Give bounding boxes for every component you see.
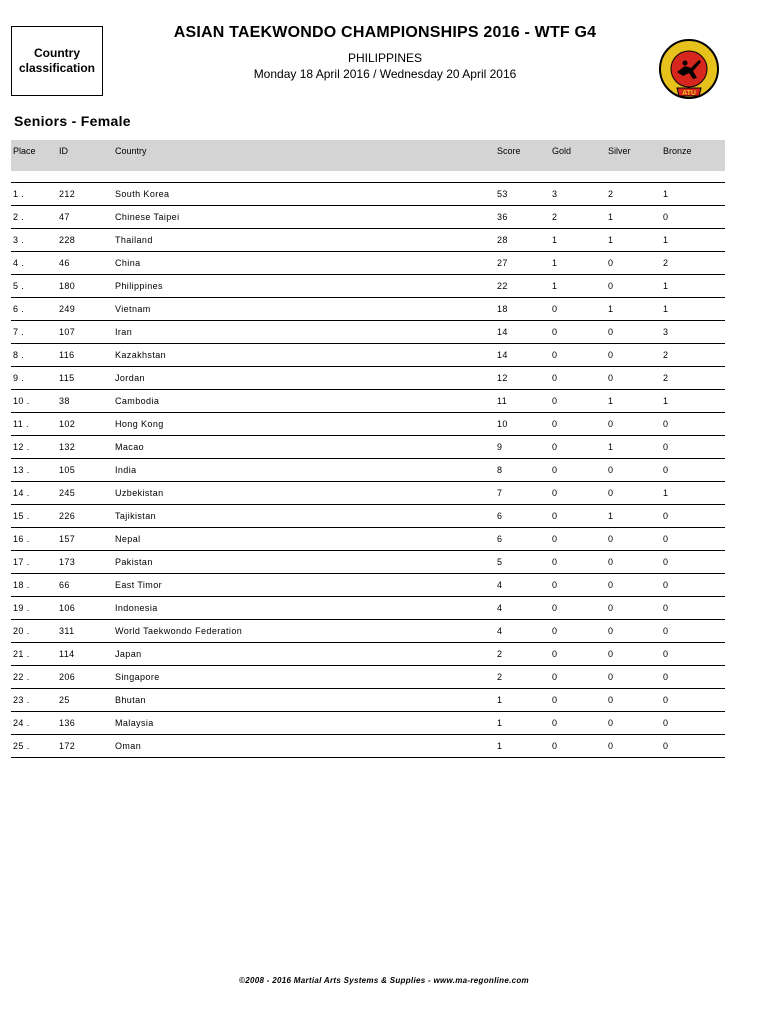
column-header-gold: Gold [552,146,572,156]
place-cell: 10 . [13,396,30,406]
country-cell: China [115,258,141,268]
id-cell: 47 [59,212,70,222]
table-row [11,413,725,436]
id-cell: 132 [59,442,76,452]
country-cell: Oman [115,741,142,751]
silver-cell: 0 [608,580,614,590]
column-header-country: Country [115,146,147,156]
silver-cell: 1 [608,511,614,521]
bronze-cell: 0 [663,511,669,521]
score-cell: 4 [497,626,503,636]
table-body [11,183,725,758]
host-country: PHILIPPINES [347,51,423,65]
score-cell: 8 [497,465,503,475]
score-cell: 9 [497,442,503,452]
table-row [11,482,725,505]
table-row [11,275,725,298]
table-row [11,229,725,252]
bronze-cell: 0 [663,580,669,590]
gold-cell: 0 [552,465,558,475]
gold-cell: 0 [552,350,558,360]
id-cell: 106 [59,603,76,613]
id-cell: 114 [59,649,75,659]
gold-cell: 0 [552,718,558,728]
logo-abbr: ATU [682,90,696,97]
silver-cell: 0 [608,695,614,705]
gold-cell: 0 [552,580,558,590]
gold-cell: 3 [552,189,558,199]
country-cell: Hong Kong [115,419,164,429]
table-row [11,620,725,643]
bronze-cell: 0 [663,465,669,475]
silver-cell: 0 [608,419,614,429]
id-cell: 173 [59,557,76,567]
silver-cell: 0 [608,672,614,682]
table-row [11,735,725,758]
gold-cell: 0 [552,603,558,613]
score-cell: 5 [497,557,503,567]
id-cell: 38 [59,396,70,406]
silver-cell: 1 [608,304,614,314]
event-dates: Monday 18 April 2016 / Wednesday 20 April 2016 [253,67,517,81]
place-cell: 14 . [13,488,30,498]
silver-cell: 1 [608,442,614,452]
gold-cell: 1 [552,235,558,245]
silver-cell: 2 [608,189,614,199]
table-row [11,206,725,229]
bronze-cell: 0 [663,672,669,682]
score-cell: 1 [497,741,503,751]
gold-cell: 0 [552,396,558,406]
place-cell: 1 . [13,189,25,199]
id-cell: 107 [59,327,76,337]
gold-cell: 2 [552,212,558,222]
score-cell: 28 [497,235,508,245]
country-cell: Bhutan [115,695,146,705]
country-cell: Tajikistan [115,511,157,521]
gold-cell: 0 [552,741,558,751]
place-cell: 21 . [13,649,30,659]
column-header-place: Place [13,146,36,156]
gold-cell: 1 [552,258,558,268]
place-cell: 2 . [13,212,25,222]
place-cell: 4 . [13,258,25,268]
score-cell: 4 [497,603,503,613]
place-cell: 25 . [13,741,30,751]
place-cell: 23 . [13,695,30,705]
table-row [11,551,725,574]
silver-cell: 1 [608,396,614,406]
country-cell: Japan [115,649,142,659]
silver-cell: 0 [608,258,614,268]
table-row [11,712,725,735]
bronze-cell: 1 [663,235,669,245]
place-cell: 15 . [13,511,30,521]
bronze-cell: 0 [663,419,669,429]
bronze-cell: 2 [663,258,669,268]
column-header-bronze: Bronze [663,146,692,156]
place-cell: 19 . [13,603,30,613]
score-cell: 22 [497,281,508,291]
bronze-cell: 0 [663,649,669,659]
bronze-cell: 0 [663,741,669,751]
score-cell: 2 [497,672,503,682]
country-cell: Malaysia [115,718,154,728]
place-cell: 8 . [13,350,25,360]
place-cell: 6 . [13,304,25,314]
table-row [11,367,725,390]
country-cell: Iran [115,327,133,337]
country-cell: Jordan [115,373,145,383]
table-row [11,436,725,459]
score-cell: 14 [497,350,508,360]
table-row [11,252,725,275]
place-cell: 22 . [13,672,30,682]
id-cell: 116 [59,350,75,360]
score-cell: 27 [497,258,508,268]
score-cell: 1 [497,695,503,705]
bronze-cell: 0 [663,212,669,222]
country-cell: Indonesia [115,603,158,613]
id-cell: 102 [59,419,76,429]
table-row [11,574,725,597]
classification-label: Country classification [18,46,96,75]
gold-cell: 0 [552,557,558,567]
silver-cell: 0 [608,649,614,659]
country-cell: East Timor [115,580,163,590]
bronze-cell: 0 [663,718,669,728]
bronze-cell: 1 [663,281,669,291]
score-cell: 14 [497,327,508,337]
silver-cell: 0 [608,557,614,567]
place-cell: 24 . [13,718,30,728]
place-cell: 16 . [13,534,30,544]
score-cell: 12 [497,373,508,383]
score-cell: 6 [497,534,503,544]
country-cell: Vietnam [115,304,151,314]
silver-cell: 0 [608,603,614,613]
id-cell: 226 [59,511,76,521]
table-row [11,298,725,321]
place-cell: 9 . [13,373,25,383]
id-cell: 172 [59,741,76,751]
table-row [11,505,725,528]
table-row [11,597,725,620]
place-cell: 13 . [13,465,30,475]
bronze-cell: 3 [663,327,669,337]
score-cell: 18 [497,304,508,314]
table-row [11,344,725,367]
gold-cell: 0 [552,626,558,636]
bronze-cell: 2 [663,350,669,360]
bronze-cell: 2 [663,373,669,383]
classification-box [11,26,103,96]
bronze-cell: 0 [663,534,669,544]
table-row [11,321,725,344]
place-cell: 17 . [13,557,30,567]
country-cell: Philippines [115,281,163,291]
place-cell: 11 . [13,419,29,429]
table-row [11,666,725,689]
id-cell: 311 [59,626,75,636]
country-cell: South Korea [115,189,170,199]
silver-cell: 0 [608,534,614,544]
table-header [11,140,725,171]
bronze-cell: 1 [663,304,669,314]
table-row [11,390,725,413]
table-row [11,643,725,666]
page-title: ASIAN TAEKWONDO CHAMPIONSHIPS 2016 - WTF G4 [173,24,597,41]
country-cell: Thailand [115,235,153,245]
id-cell: 206 [59,672,76,682]
gold-cell: 0 [552,304,558,314]
gold-cell: 1 [552,281,558,291]
bronze-cell: 1 [663,189,669,199]
id-cell: 157 [59,534,76,544]
asian-taekwondo-union-logo-icon [655,38,723,100]
country-cell: Pakistan [115,557,153,567]
table-row [11,528,725,551]
score-cell: 36 [497,212,508,222]
id-cell: 245 [59,488,76,498]
score-cell: 11 [497,396,508,406]
id-cell: 66 [59,580,70,590]
score-cell: 7 [497,488,503,498]
gold-cell: 0 [552,534,558,544]
country-cell: Kazakhstan [115,350,167,360]
id-cell: 105 [59,465,76,475]
gold-cell: 0 [552,442,558,452]
column-header-score: Score [497,146,521,156]
country-cell: Uzbekistan [115,488,164,498]
id-cell: 212 [59,189,76,199]
gold-cell: 0 [552,649,558,659]
gold-cell: 0 [552,419,558,429]
silver-cell: 0 [608,488,614,498]
country-cell: Nepal [115,534,141,544]
score-cell: 2 [497,649,503,659]
silver-cell: 0 [608,465,614,475]
bronze-cell: 1 [663,488,669,498]
score-cell: 4 [497,580,503,590]
silver-cell: 0 [608,350,614,360]
id-cell: 115 [59,373,75,383]
place-cell: 5 . [13,281,25,291]
bronze-cell: 0 [663,626,669,636]
id-cell: 136 [59,718,76,728]
silver-cell: 1 [608,212,614,222]
footer-copyright: ©2008 - 2016 Martial Arts Systems & Supplies - www.ma-regonline.com [239,976,529,985]
silver-cell: 0 [608,626,614,636]
bronze-cell: 0 [663,603,669,613]
bronze-cell: 0 [663,442,669,452]
gold-cell: 0 [552,327,558,337]
gold-cell: 0 [552,511,558,521]
country-cell: India [115,465,137,475]
id-cell: 228 [59,235,76,245]
id-cell: 249 [59,304,76,314]
section-title: Seniors - Female [14,113,131,129]
table-row [11,459,725,482]
bronze-cell: 1 [663,396,669,406]
place-cell: 7 . [13,327,25,337]
column-header-id: ID [59,146,68,156]
place-cell: 3 . [13,235,25,245]
country-cell: World Taekwondo Federation [115,626,243,636]
country-cell: Cambodia [115,396,160,406]
column-header-silver: Silver [608,146,631,156]
place-cell: 20 . [13,626,30,636]
gold-cell: 0 [552,488,558,498]
bronze-cell: 0 [663,557,669,567]
score-cell: 53 [497,189,508,199]
id-cell: 25 [59,695,70,705]
table-row [11,183,725,206]
score-cell: 6 [497,511,503,521]
classification-table [11,140,725,758]
country-cell: Macao [115,442,145,452]
id-cell: 46 [59,258,70,268]
bronze-cell: 0 [663,695,669,705]
silver-cell: 0 [608,327,614,337]
silver-cell: 0 [608,741,614,751]
table-row [11,689,725,712]
place-cell: 12 . [13,442,30,452]
gold-cell: 0 [552,672,558,682]
silver-cell: 0 [608,281,614,291]
silver-cell: 1 [608,235,614,245]
silver-cell: 0 [608,718,614,728]
place-cell: 18 . [13,580,30,590]
score-cell: 10 [497,419,508,429]
id-cell: 180 [59,281,76,291]
country-cell: Singapore [115,672,160,682]
header-spacer [11,171,725,183]
score-cell: 1 [497,718,503,728]
gold-cell: 0 [552,373,558,383]
gold-cell: 0 [552,695,558,705]
country-cell: Chinese Taipei [115,212,180,222]
silver-cell: 0 [608,373,614,383]
